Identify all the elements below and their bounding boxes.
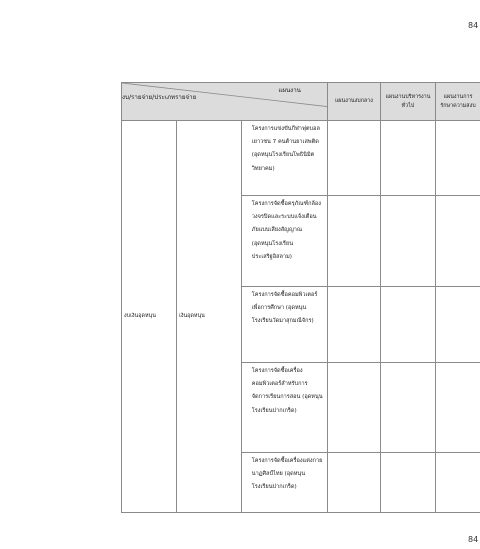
table-header-row — [122, 83, 480, 121]
general-admin-value-cell — [380, 287, 435, 363]
budget-table — [121, 82, 480, 513]
security-value-cell — [436, 196, 480, 287]
page-number-bottom: 84 — [468, 535, 479, 544]
project-cell: โครงการจัดซื้อเครื่องแต่งกายนาฏศิลป์ไทย (อุดหนุนโรงเรียนปากเกร็ด) — [241, 453, 327, 513]
general-admin-value-cell — [380, 363, 435, 453]
security-value-cell — [436, 453, 480, 513]
budget-group-cell: งบเงินอุดหนุน — [122, 121, 177, 513]
central-value-cell — [327, 363, 380, 453]
expense-group-cell: เงินอุดหนุน — [177, 121, 242, 513]
budget-type-header-label: งบ/รายจ่าย/ประเภทรายจ่าย — [122, 94, 197, 101]
general-admin-value-cell — [380, 453, 435, 513]
header-diagonal-cell — [122, 83, 328, 121]
project-cell: โครงการจัดซื้อเครื่องคอมพิวเตอร์สำหรับการจัดการเรียนการสอน (อุดหนุนโรงเรียนปากเกร็ด) — [241, 363, 327, 453]
central-value-cell — [327, 287, 380, 363]
table-row — [122, 121, 480, 196]
project-cell: โครงการจัดซื้อครุภัณฑ์กล้องวงจรปิดและระบบแจ้งเตือนภัยแบบเสียงสัญญาณ (อุดหนุนโรงเรียนประเสริฐอิสลาม) — [241, 196, 327, 287]
general-admin-value-cell — [380, 196, 435, 287]
security-value-cell — [436, 121, 480, 196]
column-header-central: แผนงานงบกลาง — [327, 83, 380, 121]
central-value-cell — [327, 196, 380, 287]
project-cell: โครงการแข่งขันกีฬาฟุตบอลเยาวชน 7 คนต้านยาเสพติด (อุดหนุนโรงเรียนโพธินิมิตวิทยาคม) — [241, 121, 327, 196]
central-value-cell — [327, 453, 380, 513]
page-number-top: 84 — [468, 21, 479, 30]
security-value-cell — [436, 287, 480, 363]
general-admin-value-cell — [380, 121, 435, 196]
column-header-general-admin: แผนงานบริหารงานทั่วไป — [380, 83, 435, 121]
central-value-cell — [327, 121, 380, 196]
project-cell: โครงการจัดซื้อคอมพิวเตอร์เพื่อการศึกษา (อุดหนุนโรงเรียนวัดมาสุกมณีจักร) — [241, 287, 327, 363]
plan-header-label: แผนงาน — [278, 87, 301, 94]
column-header-security: แผนงานการรักษาความสงบ — [436, 83, 480, 121]
security-value-cell — [436, 363, 480, 453]
